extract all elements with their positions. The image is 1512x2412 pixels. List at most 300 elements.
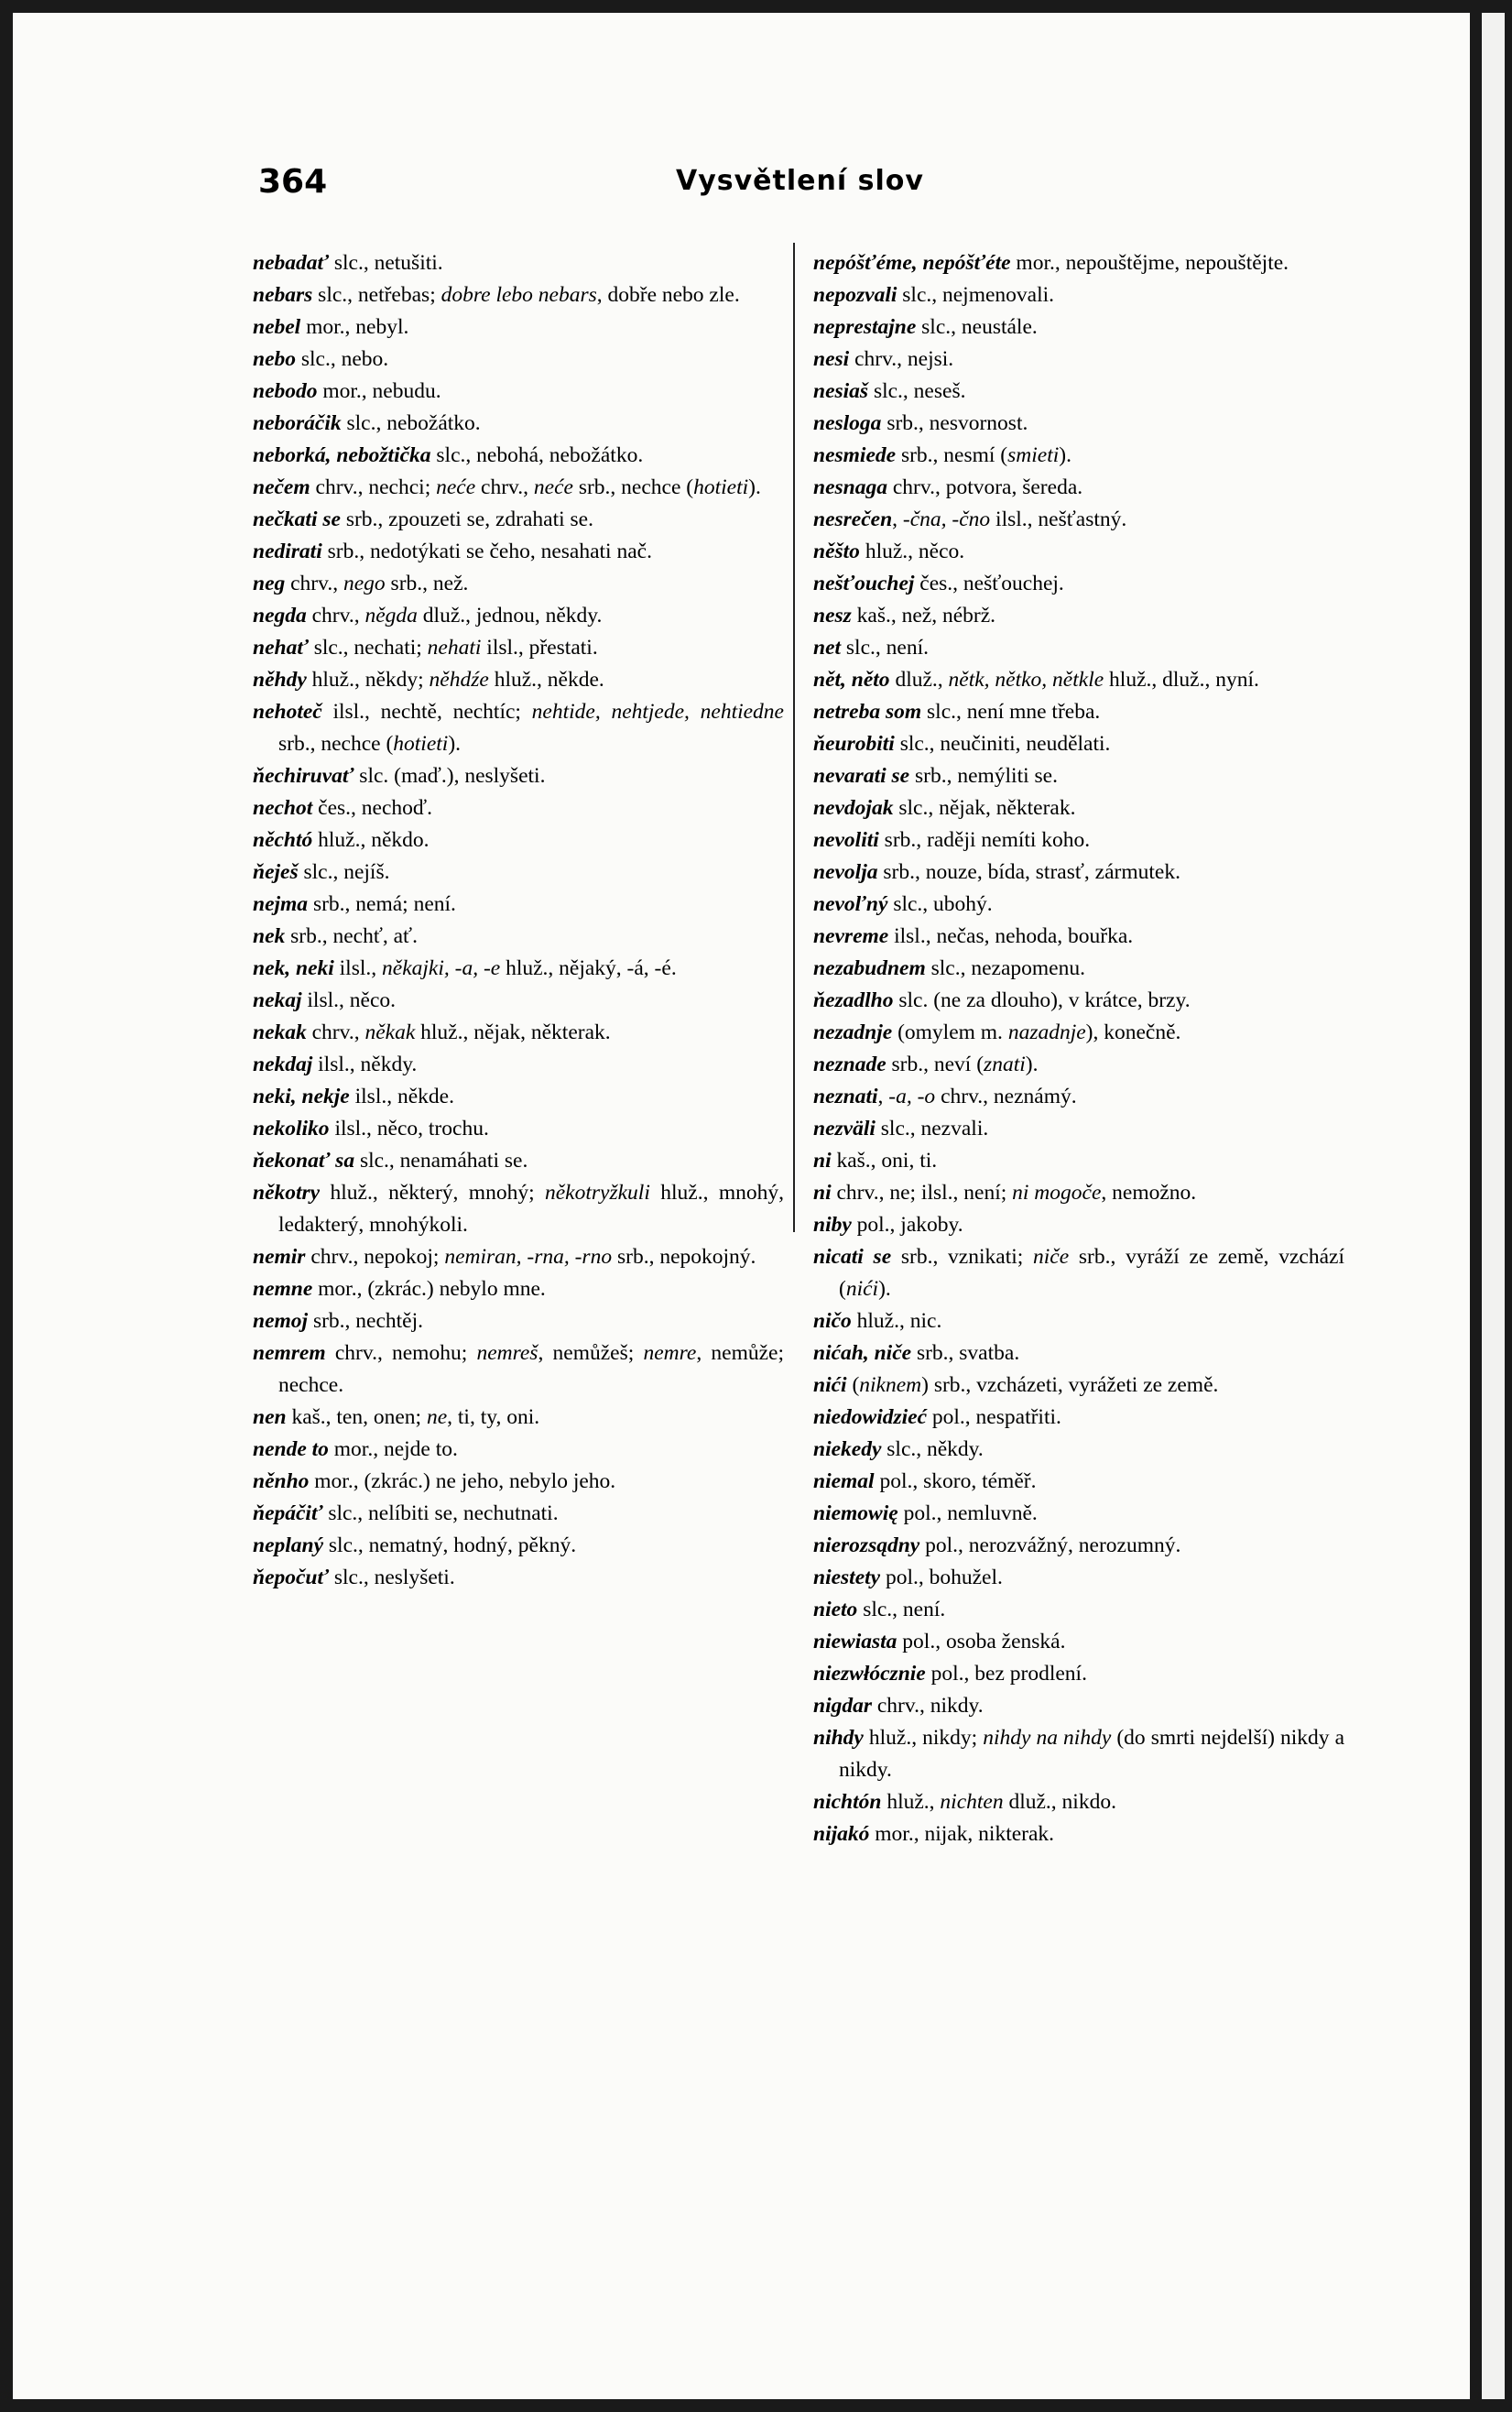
headword: nićah, niče	[813, 1341, 912, 1365]
gloss-text: slc., někdy.	[881, 1437, 984, 1461]
dictionary-entry	[253, 279, 784, 311]
gloss-text: slc., nebo.	[296, 347, 389, 371]
dictionary-entry	[813, 408, 1344, 440]
gloss-text: hluž., někdo.	[312, 828, 430, 852]
headword: ňeurobiti	[813, 732, 895, 756]
italic-form: hotieti	[693, 475, 749, 499]
dictionary-entry	[813, 1594, 1344, 1626]
headword: nigdar	[813, 1694, 872, 1718]
italic-form: někotryžkuli	[545, 1181, 650, 1205]
dictionary-entry	[253, 1017, 784, 1049]
italic-form: nětk, nětko, nětkle	[948, 668, 1104, 692]
headword: nemne	[253, 1277, 313, 1301]
headword: ňekonať sa	[253, 1149, 355, 1173]
gloss-text: hluž., nějaký, -á, -é.	[500, 956, 677, 980]
headword: negda	[253, 604, 307, 628]
dictionary-entry	[813, 504, 1344, 536]
dictionary-entry	[813, 985, 1344, 1017]
gloss-text: , nemůžeš;	[538, 1341, 644, 1365]
headword: neki, nekje	[253, 1085, 350, 1108]
italic-form: neće	[533, 475, 573, 499]
gloss-text: slc., nebožátko.	[341, 411, 481, 435]
gloss-text: ).	[448, 732, 462, 756]
adjacent-page-edge	[1482, 13, 1505, 2399]
gloss-text: hluž., někdy;	[306, 668, 430, 692]
dictionary-entry	[253, 1466, 784, 1498]
headword: nebodo	[253, 379, 318, 403]
headword: nichtón	[813, 1790, 882, 1814]
gloss-text: ilsl., něco.	[301, 988, 396, 1012]
headword: nesmiede	[813, 443, 897, 467]
headword: nedirati	[253, 540, 322, 563]
dictionary-entry	[813, 1722, 1344, 1786]
headword: nići	[813, 1373, 847, 1397]
dictionary-entry	[253, 921, 784, 953]
headword: nesrečen	[813, 508, 893, 531]
gloss-text: dluž.,	[889, 668, 949, 692]
gloss-text: srb., nechce (	[278, 732, 394, 756]
headword: nemir	[253, 1245, 306, 1269]
gloss-text: srb., vyráží ze země, vzchází (	[839, 1245, 1345, 1301]
gloss-text: hluž., něco.	[859, 540, 965, 563]
dictionary-entry	[813, 472, 1344, 504]
headword: nebel	[253, 315, 301, 339]
gloss-text: ilsl., něco, trochu.	[329, 1117, 489, 1141]
italic-form: nemreš	[476, 1341, 538, 1365]
gloss-text: ).	[1059, 443, 1071, 467]
headword: neg	[253, 572, 286, 595]
headword: nezabudnem	[813, 956, 926, 980]
headword: nevoľný	[813, 892, 888, 916]
headword: nek, neki	[253, 956, 334, 980]
headword: nende to	[253, 1437, 329, 1461]
headword: ňechiruvať	[253, 764, 354, 788]
headword: nejma	[253, 892, 309, 916]
gloss-text: slc., nebohá, nebožátko.	[430, 443, 644, 467]
dictionary-entry	[253, 889, 784, 921]
dictionary-entry	[253, 857, 784, 889]
gloss-text: , dobře nebo zle.	[596, 283, 740, 307]
dictionary-entry	[813, 1370, 1344, 1402]
gloss-text: pol., osoba ženská.	[897, 1630, 1066, 1653]
headword: nečkati se	[253, 508, 341, 531]
headword: nebars	[253, 283, 313, 307]
headword: niemal	[813, 1469, 875, 1493]
gloss-text: mor., nejde to.	[328, 1437, 458, 1461]
headword: nesz	[813, 604, 852, 628]
gloss-text: srb., než.	[385, 572, 469, 595]
headword: nečem	[253, 475, 310, 499]
dictionary-entry	[813, 344, 1344, 376]
dictionary-entry	[813, 1402, 1344, 1434]
gloss-text: srb., nepokojný.	[612, 1245, 756, 1269]
page-header	[240, 163, 1192, 209]
gloss-text: kaš., oni, ti.	[831, 1149, 938, 1173]
gloss-text: hluž., dluž., nyní.	[1104, 668, 1259, 692]
gloss-text: pol., nerozvážný, nerozumný.	[919, 1533, 1181, 1557]
headword: niemowię	[813, 1501, 898, 1525]
dictionary-entry	[253, 1145, 784, 1177]
dictionary-entry	[813, 1690, 1344, 1722]
gloss-text: mor., nebudu.	[317, 379, 441, 403]
gloss-text: ) srb., vzcházeti, vyrážeti ze země.	[921, 1373, 1219, 1397]
headword: nevarati se	[813, 764, 910, 788]
dictionary-entry	[813, 279, 1344, 311]
gloss-text: , nemožno.	[1101, 1181, 1197, 1205]
headword: něhdy	[253, 668, 307, 692]
headword: nemoj	[253, 1309, 309, 1333]
dictionary-entry	[813, 247, 1344, 279]
dictionary-entry	[813, 1113, 1344, 1145]
gloss-text: slc., není.	[841, 636, 929, 660]
gloss-text: ilsl.,	[333, 956, 383, 980]
dictionary-entry	[813, 1145, 1344, 1177]
gloss-text: kaš., než, nébrž.	[851, 604, 996, 628]
headword: nekak	[253, 1020, 307, 1044]
gloss-text: srb., svatba.	[911, 1341, 1020, 1365]
headword: nekaj	[253, 988, 302, 1012]
dictionary-entry	[253, 311, 784, 344]
headword: nehať	[253, 636, 309, 660]
dictionary-entry	[253, 408, 784, 440]
headword: nesnaga	[813, 475, 887, 499]
italic-form: niče	[1033, 1245, 1070, 1269]
headword: nevoliti	[813, 828, 879, 852]
dictionary-entry	[253, 632, 784, 664]
gloss-text: slc., netušiti.	[328, 251, 443, 275]
italic-form: neće	[436, 475, 476, 499]
headword: neznati	[813, 1085, 878, 1108]
gloss-text: pol., skoro, téměř.	[874, 1469, 1037, 1493]
italic-form: někak	[364, 1020, 416, 1044]
headword: netreba som	[813, 700, 922, 724]
dictionary-entry	[813, 760, 1344, 792]
italic-form: nemre	[643, 1341, 697, 1365]
italic-form: nego	[343, 572, 386, 595]
gloss-text: chrv.,	[285, 572, 343, 595]
headword: neprestajne	[813, 315, 917, 339]
dictionary-entry	[253, 824, 784, 857]
dictionary-entry	[813, 1177, 1344, 1209]
headword: nepóšťéme, nepóšťéte	[813, 251, 1011, 275]
headword: niedowidzieć	[813, 1405, 928, 1429]
gloss-text: čes., nešťouchej.	[914, 572, 1064, 595]
dictionary-entry	[253, 1113, 784, 1145]
italic-form: smieti	[1007, 443, 1060, 467]
gloss-text: srb., zpouzeti se, zdrahati se.	[340, 508, 593, 531]
headword: nen	[253, 1405, 287, 1429]
headword: ničo	[813, 1309, 852, 1333]
gloss-text: slc., ubohý.	[887, 892, 993, 916]
headword: nihdy	[813, 1726, 864, 1750]
dictionary-entry	[813, 1434, 1344, 1466]
gloss-text: slc., nezapomenu.	[925, 956, 1085, 980]
gloss-text: (do smrti nejdelší) nikdy a nikdy.	[839, 1726, 1345, 1782]
headword: nicati se	[813, 1245, 892, 1269]
dictionary-entry	[253, 344, 784, 376]
headword: nechot	[253, 796, 313, 820]
gloss-text: slc., neučiniti, neudělati.	[894, 732, 1111, 756]
italic-form: ne	[426, 1405, 448, 1429]
dictionary-entry	[253, 1241, 784, 1273]
gloss-text: ilsl., nechtě, nechtíc;	[321, 700, 532, 724]
headword: niezwłócznie	[813, 1662, 926, 1686]
dictionary-entry	[253, 1562, 784, 1594]
headword: nesi	[813, 347, 850, 371]
gloss-text: mor., nepouštějme, nepouštějte.	[1010, 251, 1289, 275]
gloss-text: dluž., nikdo.	[1003, 1790, 1116, 1814]
gloss-text: , ti, ty, oni.	[447, 1405, 540, 1429]
gloss-text: ilsl., přestati.	[481, 636, 598, 660]
dictionary-entry	[253, 664, 784, 696]
dictionary-entry	[813, 953, 1344, 985]
dictionary-entry	[813, 1337, 1344, 1370]
headword: niewiasta	[813, 1630, 897, 1653]
gloss-text: hluž.,	[881, 1790, 941, 1814]
gloss-text: srb., vznikati;	[891, 1245, 1034, 1269]
dictionary-entry	[813, 440, 1344, 472]
dictionary-entry	[813, 311, 1344, 344]
italic-form: nemiran, -rna, -rno	[444, 1245, 613, 1269]
dictionary-entry	[253, 600, 784, 632]
headword: neznade	[813, 1053, 887, 1076]
gloss-text: slc., neustále.	[916, 315, 1038, 339]
gloss-text: srb., raději nemíti koho.	[878, 828, 1091, 852]
dictionary-entry	[813, 824, 1344, 857]
gloss-text: srb., nemýliti se.	[909, 764, 1058, 788]
dictionary-entry	[813, 696, 1344, 728]
gloss-text: hluž., nějak, některak.	[415, 1020, 611, 1044]
dictionary-entry	[253, 568, 784, 600]
gloss-text: slc., nelíbiti se, nechutnati.	[322, 1501, 559, 1525]
gloss-text: slc., nenamáhati se.	[354, 1149, 528, 1173]
italic-form: dobre lebo nebars	[441, 283, 597, 307]
gloss-text: slc., nechati;	[308, 636, 428, 660]
headword: ňepočuť	[253, 1566, 329, 1589]
gloss-text: slc. (maď.), neslyšeti.	[354, 764, 546, 788]
headword: nemrem	[253, 1341, 326, 1365]
headword: někotry	[253, 1181, 321, 1205]
dictionary-entry	[813, 857, 1344, 889]
dictionary-entry	[813, 1081, 1344, 1113]
gloss-text: (omylem m.	[892, 1020, 1008, 1044]
gloss-text: ilsl., někdy.	[312, 1053, 418, 1076]
dictionary-entry	[813, 1017, 1344, 1049]
gloss-text: ,	[892, 508, 903, 531]
gloss-text: chrv., potvora, šereda.	[887, 475, 1083, 499]
gloss-text: mor., nijak, nikterak.	[869, 1822, 1055, 1846]
gloss-text: chrv., nikdy.	[872, 1694, 984, 1718]
headword: nebadať	[253, 251, 329, 275]
dictionary-entry	[253, 696, 784, 760]
dictionary-entry	[813, 568, 1344, 600]
gloss-text: chrv., ne; ilsl., není;	[831, 1181, 1013, 1205]
dictionary-entry	[813, 632, 1344, 664]
headword: niby	[813, 1213, 852, 1237]
dictionary-entry	[253, 1305, 784, 1337]
dictionary-entry	[813, 1562, 1344, 1594]
italic-form: nichten	[940, 1790, 1004, 1814]
gloss-text: slc., není mne třeba.	[921, 700, 1101, 724]
gloss-text: ).	[1025, 1053, 1039, 1076]
headword: nekdaj	[253, 1053, 313, 1076]
headword: nekoliko	[253, 1117, 330, 1141]
dictionary-entry	[253, 247, 784, 279]
italic-form: znati	[984, 1053, 1026, 1076]
gloss-text: pol., bohužel.	[880, 1566, 1003, 1589]
dictionary-entry	[813, 1466, 1344, 1498]
gloss-text: srb., neví (	[886, 1053, 984, 1076]
dictionary-entry	[253, 472, 784, 504]
italic-form: nehtide, nehtjede, nehtiedne	[531, 700, 784, 724]
italic-form: něhdźe	[429, 668, 489, 692]
dictionary-entry	[813, 728, 1344, 760]
gloss-text: srb., nemá; není.	[308, 892, 456, 916]
gloss-text: ), konečně.	[1085, 1020, 1181, 1044]
headword: niestety	[813, 1566, 881, 1589]
dictionary-entry	[813, 1241, 1344, 1305]
running-head: Vysvětlení slov	[676, 165, 924, 197]
italic-form: -čna, -čno	[902, 508, 991, 531]
headword: niekedy	[813, 1437, 882, 1461]
headword: nijakó	[813, 1822, 870, 1846]
gloss-text: ilsl., nešťastný.	[990, 508, 1127, 531]
gloss-text: mor., (zkrác.) ne jeho, nebylo jeho.	[309, 1469, 616, 1493]
headword: nezadnje	[813, 1020, 893, 1044]
gloss-text: srb., nouze, bída, strasť, zármutek.	[877, 860, 1180, 884]
dictionary-entry	[813, 1049, 1344, 1081]
dictionary-entry	[253, 953, 784, 985]
dictionary-entry	[813, 1786, 1344, 1818]
gloss-text: kaš., ten, onen;	[286, 1405, 427, 1429]
headword: nešťouchej	[813, 572, 915, 595]
gloss-text: srb., nesmí (	[896, 443, 1008, 467]
dictionary-entry	[253, 1049, 784, 1081]
dictionary-entry	[813, 536, 1344, 568]
gloss-text: slc., neslyšeti.	[328, 1566, 455, 1589]
gloss-text: slc., netřebas;	[312, 283, 441, 307]
gloss-text: srb., nechtěj.	[308, 1309, 424, 1333]
gloss-text: srb., nechť, ať.	[285, 924, 418, 948]
headword: nebo	[253, 347, 296, 371]
gloss-text: pol., nespatřiti.	[927, 1405, 1061, 1429]
headword: nierozsądny	[813, 1533, 920, 1557]
headword: ňepáčiť	[253, 1501, 323, 1525]
dictionary-entry	[813, 664, 1344, 696]
dictionary-entry	[253, 536, 784, 568]
headword: neboráčik	[253, 411, 342, 435]
dictionary-entry	[253, 1434, 784, 1466]
gloss-text: ilsl., někde.	[349, 1085, 454, 1108]
headword: nevreme	[813, 924, 889, 948]
gloss-text: dluž., jednou, někdy.	[417, 604, 603, 628]
dictionary-entry	[253, 760, 784, 792]
gloss-text: (	[846, 1373, 860, 1397]
italic-form: nići	[845, 1277, 879, 1301]
headword: něchtó	[253, 828, 313, 852]
headword: nek	[253, 924, 286, 948]
gloss-text: hluž., někde.	[488, 668, 604, 692]
gloss-text: srb., nesvornost.	[881, 411, 1028, 435]
gloss-text: slc., nejmenovali.	[897, 283, 1055, 307]
dictionary-entry	[253, 376, 784, 408]
dictionary-entry	[253, 1337, 784, 1402]
italic-form: nehati	[427, 636, 482, 660]
gloss-text: ,	[877, 1085, 889, 1108]
gloss-text: chrv.,	[306, 1020, 365, 1044]
headword: nesloga	[813, 411, 882, 435]
italic-form: niknem	[859, 1373, 922, 1397]
italic-form: ni mogoče	[1012, 1181, 1102, 1205]
headword: nevolja	[813, 860, 878, 884]
dictionary-entry	[813, 921, 1344, 953]
gloss-text: čes., nechoď.	[312, 796, 432, 820]
headword: nieto	[813, 1598, 858, 1621]
gloss-text: slc., nejíš.	[298, 860, 390, 884]
gloss-text: pol., nemluvně.	[897, 1501, 1038, 1525]
headword: net	[813, 636, 842, 660]
left-column	[253, 247, 784, 1594]
dictionary-entry	[253, 440, 784, 472]
right-column	[813, 247, 1344, 1850]
gloss-text: slc., nezvali.	[875, 1117, 989, 1141]
gloss-text: slc. (ne za dlouho), v krátce, brzy.	[893, 988, 1191, 1012]
gloss-text: chrv., nejsi.	[849, 347, 954, 371]
headword: něšto	[813, 540, 860, 563]
italic-form: nihdy na nihdy	[983, 1726, 1112, 1750]
headword: nevdojak	[813, 796, 894, 820]
gloss-text: hluž., některý, mnohý;	[320, 1181, 545, 1205]
dictionary-entry	[253, 1273, 784, 1305]
dictionary-entry	[253, 1081, 784, 1113]
headword: nehoteč	[253, 700, 322, 724]
gloss-text: , nemůže; nechce.	[278, 1341, 784, 1397]
dictionary-entry	[813, 376, 1344, 408]
dictionary-entry	[253, 1498, 784, 1530]
gloss-text: hluž., nic.	[851, 1309, 942, 1333]
dictionary-entry	[253, 1402, 784, 1434]
gloss-text: hluž., nikdy;	[863, 1726, 984, 1750]
gloss-text: srb., nechce (	[572, 475, 694, 499]
dictionary-entry	[253, 1530, 784, 1562]
headword: ni	[813, 1149, 832, 1173]
dictionary-entry	[253, 1177, 784, 1241]
gloss-text: ilsl., nečas, nehoda, bouřka.	[888, 924, 1134, 948]
gloss-text: mor., (zkrác.) nebylo mne.	[312, 1277, 546, 1301]
headword: nepozvali	[813, 283, 897, 307]
dictionary-entry	[253, 985, 784, 1017]
gloss-text: slc., neseš.	[868, 379, 966, 403]
dictionary-entry	[813, 1626, 1344, 1658]
italic-form: něgda	[364, 604, 418, 628]
column-divider	[793, 243, 795, 1232]
headword: nesiaš	[813, 379, 869, 403]
gloss-text: mor., nebyl.	[300, 315, 409, 339]
dictionary-entry	[813, 1818, 1344, 1850]
page-number: 364	[258, 163, 328, 201]
dictionary-entry	[813, 600, 1344, 632]
headword: ňezadlho	[813, 988, 894, 1012]
headword: nezväli	[813, 1117, 876, 1141]
dictionary-entry	[253, 792, 784, 824]
gloss-text: hluž., mnohý, ledakterý, mnohýkoli.	[278, 1181, 784, 1237]
gloss-text: slc., nějak, některak.	[893, 796, 1076, 820]
gloss-text: chrv.,	[306, 604, 365, 628]
gloss-text: pol., bez prodlení.	[925, 1662, 1087, 1686]
gloss-text: srb., nedotýkati se čeho, nesahati nač.	[321, 540, 652, 563]
dictionary-entry	[813, 1209, 1344, 1241]
dictionary-entry	[813, 889, 1344, 921]
